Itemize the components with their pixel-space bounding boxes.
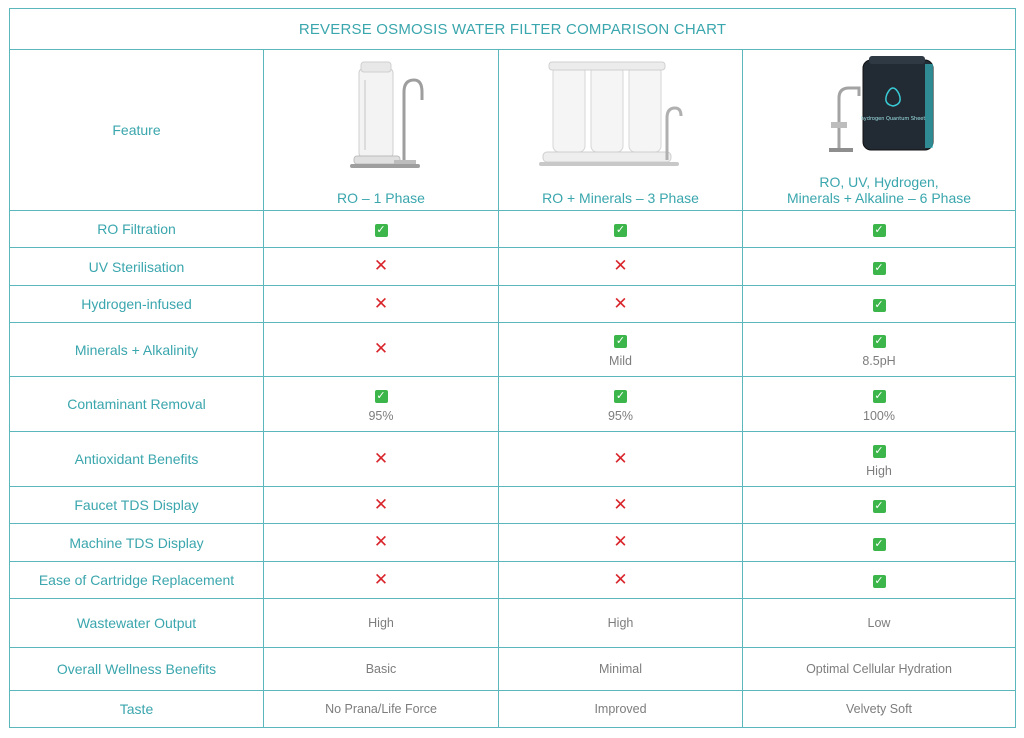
cell-note: 8.5pH: [862, 354, 896, 368]
cell-value: Minimal: [499, 648, 743, 691]
feature-column-header: Feature: [10, 50, 264, 211]
feature-label: Hydrogen-infused: [10, 286, 264, 323]
triple-filter-system-image: [499, 58, 742, 176]
comparison-cell: [499, 377, 743, 432]
check-icon: ✓: [615, 335, 626, 347]
check-icon: ✓: [874, 389, 884, 402]
comparison-cell: [743, 524, 1016, 562]
comparison-cell: [499, 487, 743, 524]
product-label: [264, 190, 498, 206]
product-ro-1-phase: [264, 50, 499, 211]
cross-icon: ✕: [613, 256, 628, 275]
cell-note: 95%: [607, 408, 634, 423]
table-row: [10, 211, 1016, 248]
cell-note: Mild: [609, 354, 632, 368]
feature-label: Minerals + Alkalinity: [10, 323, 264, 377]
comparison-cell: [499, 248, 743, 286]
check-icon: ✓: [615, 389, 626, 402]
comparison-cell: [743, 211, 1016, 248]
check-icon: ✓: [874, 444, 884, 457]
chart-title: REVERSE OSMOSIS WATER FILTER COMPARISON CHART: [10, 9, 1016, 50]
check-icon: ✓: [376, 224, 386, 236]
table-row: [10, 562, 1016, 599]
cell-value: No Prana/Life Force: [264, 691, 499, 728]
cell-note: High: [866, 463, 892, 478]
comparison-cell: [264, 323, 499, 377]
check-icon: ✓: [376, 389, 386, 402]
comparison-cell: [743, 487, 1016, 524]
cell-note: 100%: [863, 408, 895, 423]
cross-icon: ✕: [373, 569, 389, 589]
product-label-line: RO + Minerals – 3 Phase: [542, 190, 699, 206]
table-row: [10, 691, 1016, 728]
feature-label: UV Sterilisation: [10, 248, 264, 286]
cross-icon: ✕: [613, 494, 628, 514]
comparison-table: [9, 8, 1016, 728]
check-icon: ✓: [874, 299, 884, 311]
check-icon: ✓: [615, 224, 626, 236]
comparison-cell: [264, 286, 499, 323]
cell-value: Low: [743, 599, 1016, 648]
table-row: [10, 599, 1016, 648]
cell-value: Velvety Soft: [743, 691, 1016, 728]
black-ro-machine-image: [743, 54, 1015, 154]
product-6-phase-machine: [743, 50, 1016, 211]
check-icon: ✓: [874, 224, 884, 236]
cross-icon: ✕: [613, 293, 628, 313]
table-row: [10, 248, 1016, 286]
feature-label: Wastewater Output: [10, 599, 264, 648]
feature-label: RO Filtration: [10, 211, 264, 248]
cross-icon: ✕: [613, 532, 628, 551]
cell-value: Basic: [264, 648, 499, 691]
comparison-cell: [743, 562, 1016, 599]
feature-label: Ease of Cartridge Replacement: [10, 562, 264, 599]
feature-label: Overall Wellness Benefits: [10, 648, 264, 691]
cell-value: High: [264, 599, 499, 648]
cross-icon: ✕: [373, 448, 389, 468]
check-icon: ✓: [874, 261, 884, 274]
countertop-single-filter-image: [264, 58, 498, 176]
feature-label: Taste: [10, 691, 264, 728]
machine-logo-text: hydrogen Quantum Sheet: [860, 116, 926, 122]
cross-icon: ✕: [613, 569, 628, 589]
comparison-cell: [264, 562, 499, 599]
cross-icon: ✕: [373, 532, 389, 551]
cross-icon: ✕: [373, 494, 389, 514]
product-ro-minerals-3-phase: [499, 50, 743, 211]
product-label-line: Minerals + Alkaline – 6 Phase: [786, 190, 972, 206]
feature-label: Contaminant Removal: [10, 377, 264, 432]
table-row: [10, 524, 1016, 562]
comparison-cell: [264, 524, 499, 562]
comparison-cell: [499, 432, 743, 487]
cell-value: Optimal Cellular Hydration: [743, 648, 1016, 691]
comparison-cell: [264, 211, 499, 248]
comparison-cell: [264, 377, 499, 432]
comparison-cell: [499, 524, 743, 562]
feature-label: Machine TDS Display: [10, 524, 264, 562]
cross-icon: ✕: [613, 448, 628, 468]
table-row: [10, 432, 1016, 487]
feature-label: Antioxidant Benefits: [10, 432, 264, 487]
table-row: [10, 648, 1016, 691]
comparison-cell: [499, 562, 743, 599]
comparison-cell: [499, 211, 743, 248]
comparison-cell: [264, 432, 499, 487]
comparison-cell: [743, 323, 1016, 377]
cell-note: 95%: [368, 408, 394, 423]
product-label-line: RO – 1 Phase: [337, 190, 425, 206]
comparison-cell: [743, 432, 1016, 487]
product-label-line: RO, UV, Hydrogen,: [819, 174, 939, 190]
comparison-cell: [499, 286, 743, 323]
check-icon: ✓: [874, 500, 884, 512]
cell-value: High: [499, 599, 743, 648]
table-row: [10, 286, 1016, 323]
product-label: [743, 174, 1015, 206]
check-icon: ✓: [874, 537, 884, 550]
cross-icon: ✕: [373, 339, 389, 358]
table-row: [10, 323, 1016, 377]
product-label: [499, 190, 742, 206]
table-row: [10, 377, 1016, 432]
comparison-cell: [499, 323, 743, 377]
cross-icon: ✕: [373, 293, 389, 313]
table-row: [10, 487, 1016, 524]
feature-label: Faucet TDS Display: [10, 487, 264, 524]
cross-icon: ✕: [373, 256, 389, 275]
comparison-cell: [743, 377, 1016, 432]
comparison-cell: [264, 487, 499, 524]
comparison-cell: [743, 286, 1016, 323]
cell-value: Improved: [499, 691, 743, 728]
check-icon: ✓: [874, 335, 884, 347]
comparison-cell: [264, 248, 499, 286]
check-icon: ✓: [874, 575, 884, 587]
comparison-cell: [743, 248, 1016, 286]
